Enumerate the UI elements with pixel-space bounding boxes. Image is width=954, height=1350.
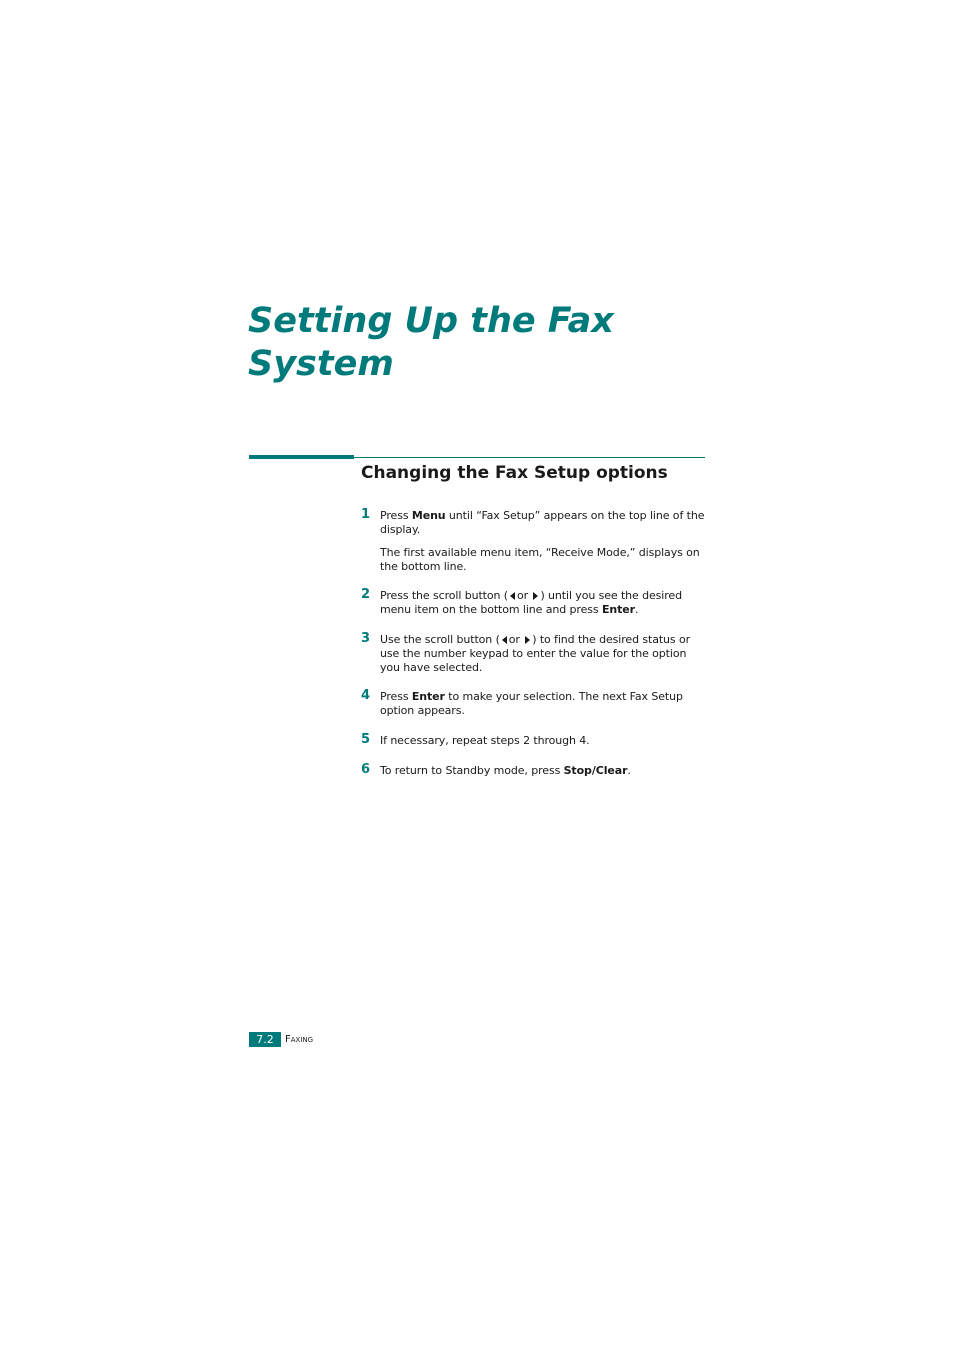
menu-key-label: Menu xyxy=(411,509,446,522)
scroll-left-icon xyxy=(510,592,515,600)
step-text: To return to Standby mode, press Stop/Clear. xyxy=(380,764,631,777)
step-3 xyxy=(361,633,706,675)
step-text: Press Menu until “Fax Setup” appears on the top line of the display. xyxy=(380,509,705,536)
step-2 xyxy=(361,589,706,617)
step-number: 5 xyxy=(361,732,371,747)
step-note: The first available menu item, “Receive Mode,” displays on the bottom line. xyxy=(380,546,700,573)
step-number: 2 xyxy=(361,587,371,602)
step-4 xyxy=(361,690,706,718)
scroll-left-icon xyxy=(502,636,507,644)
step-5 xyxy=(361,734,706,748)
step-1 xyxy=(361,509,706,574)
chapter-title: Setting Up the Fax System xyxy=(248,301,614,384)
step-6 xyxy=(361,764,706,778)
step-number: 1 xyxy=(361,507,371,522)
scroll-right-icon xyxy=(533,592,538,600)
chapter-footer-label: Faxing xyxy=(285,1034,314,1045)
step-text: If necessary, repeat steps 2 through 4. xyxy=(380,734,590,747)
section-rule-thin xyxy=(354,457,705,458)
step-text: Press Enter to make your selection. The next Fax Setup option appears. xyxy=(380,690,683,717)
step-text: Press the scroll button ( or ) until you see the desired menu item on the bottom line and press Enter. xyxy=(380,589,682,616)
step-text: Use the scroll button ( or ) to find the desired status or use the number keypad to enter the value for the option you have selected. xyxy=(380,633,691,674)
enter-key-label: Enter xyxy=(411,690,445,703)
section-rule-thick xyxy=(249,455,354,459)
section-title: Changing the Fax Setup options xyxy=(361,463,668,483)
steps-list xyxy=(361,509,706,778)
enter-key-label: Enter xyxy=(601,603,635,616)
stop-clear-key-label: Stop/Clear xyxy=(563,764,628,777)
step-number: 3 xyxy=(361,631,371,646)
step-number: 6 xyxy=(361,762,371,777)
page-footer xyxy=(249,1032,313,1047)
scroll-right-icon xyxy=(525,636,530,644)
page-number-badge: 7.2 xyxy=(249,1032,281,1047)
step-number: 4 xyxy=(361,688,371,703)
